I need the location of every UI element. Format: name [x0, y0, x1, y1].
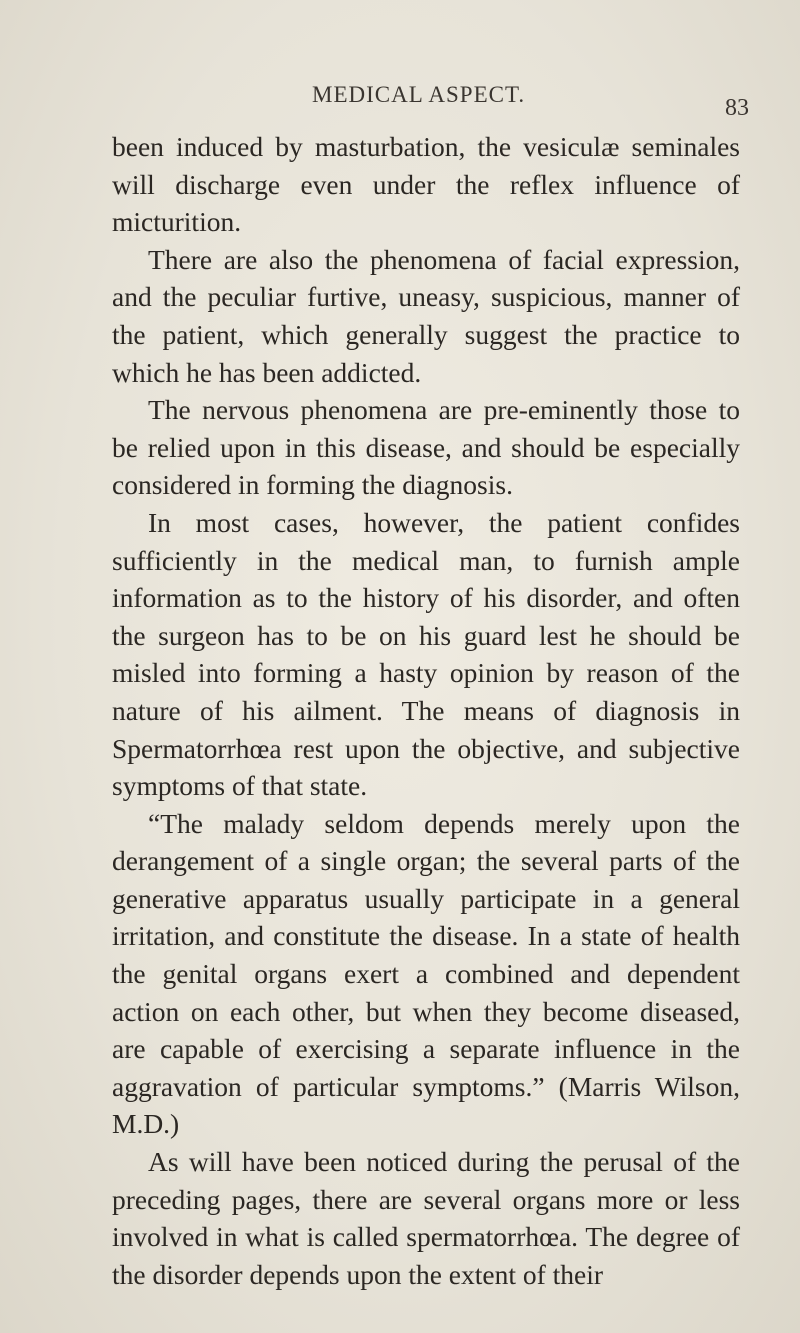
paragraph-6: As will have been noticed during the perusal of the preceding pages, there are several organs more or less involved in what is called spermatorrhœa. The degree of the disorder depends upon the extent of their: [112, 1146, 740, 1290]
paragraph-3: The nervous phenomena are pre-eminently those to be relied upon in this disease, and should be especially considered in forming the diagnosis.: [112, 394, 740, 501]
paragraph-5-quote: “The malady seldom depends merely upon the derangement of a single organ; the several parts of the generative apparatus usually participate in a general irritation, and constitute the disease. In a state of health the genital organs exert a combined and dependent action on each other, but when they become diseased, are capable of exercising a separate influence in the aggravation of particular symptoms.” (Marris Wilson, M.D.): [112, 807, 740, 1140]
paragraph-2: There are also the phenomena of facial expression, and the peculiar furtive, uneasy, suspicious, manner of the patient, which generally suggest the practice to which he has been addicted.: [112, 243, 740, 388]
running-header: MEDICAL ASPECT.: [312, 82, 526, 107]
body-text: [112, 128, 740, 1293]
paragraph-1: been induced by masturbation, the vesiculæ seminales will discharge even under the reflex influence of micturition.: [112, 131, 740, 238]
paragraph-4: In most cases, however, the patient confides sufficiently in the medical man, to furnish ample information as to the history of his disorder, and often the surgeon has to be on his guard lest he should be misled into forming a hasty opinion by reason of the nature of his ailment. The means of diagnosis in Spermatorrhœa rest upon the objective, and subjective symptoms of that state.: [112, 506, 740, 802]
page-number: 83: [725, 95, 749, 121]
